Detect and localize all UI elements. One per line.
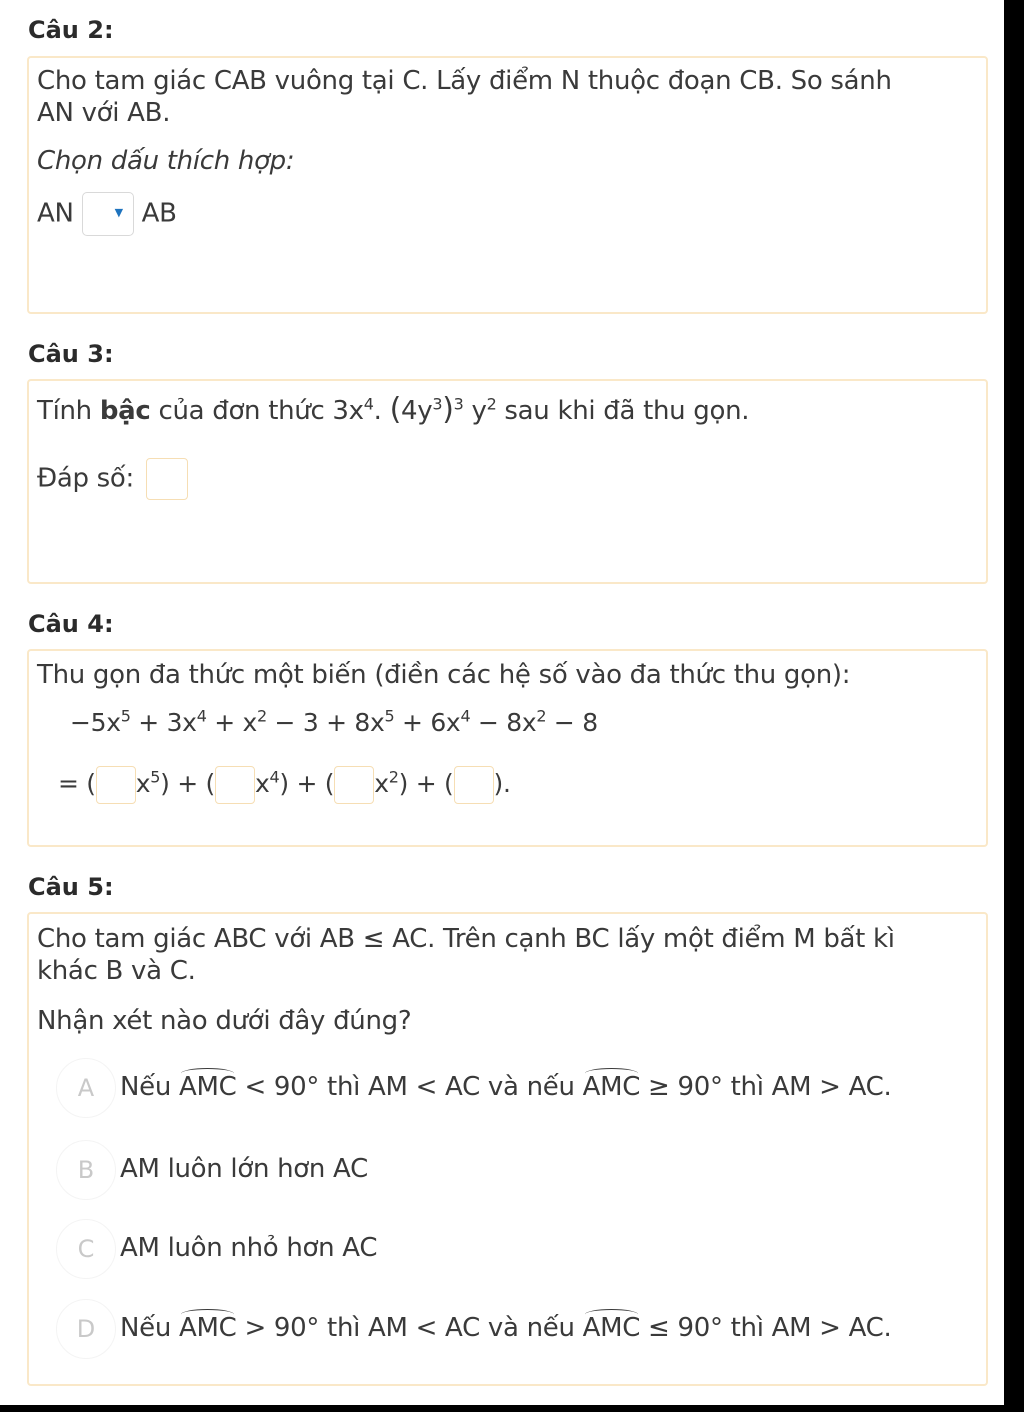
answer-label: Đáp số: (37, 463, 134, 494)
coef-x5-input[interactable] (96, 766, 136, 804)
option-d-letter: D (56, 1299, 116, 1359)
sign-select[interactable] (82, 192, 134, 236)
option-d-text: Nếu AMC > 90° thì AM < AC và nếu AMC ≤ 90° thì AM > AC. (120, 1313, 892, 1343)
question-2-comparison (37, 192, 177, 236)
comparison-left: AN (37, 198, 74, 229)
question-2-text-line1: Cho tam giác CAB vuông tại C. Lấy điểm N thuộc đoạn CB. So sánh (37, 66, 892, 96)
coef-x2-input[interactable] (334, 766, 374, 804)
constant-input[interactable] (454, 766, 494, 804)
question-4-label: Câu 4: (28, 610, 114, 638)
question-5-label: Câu 5: (28, 873, 114, 901)
question-3-answer-row (37, 458, 188, 500)
option-c-text: AM luôn nhỏ hơn AC (120, 1233, 378, 1263)
question-5-prompt: Nhận xét nào dưới đây đúng? (37, 1006, 412, 1036)
question-2-label: Câu 2: (28, 16, 114, 44)
comparison-right: AB (141, 198, 177, 229)
question-4-text: Thu gọn đa thức một biến (điền các hệ số vào đa thức thu gọn): (37, 660, 851, 690)
question-2-text-line2: AN với AB. (37, 98, 171, 128)
q3-bold-word: bậc (99, 396, 151, 426)
option-b-letter: B (56, 1140, 116, 1200)
option-a-letter: A (56, 1058, 116, 1118)
option-a-text: Nếu AMC < 90° thì AM < AC và nếu AMC ≥ 90° thì AM > AC. (120, 1072, 892, 1102)
polynomial-expression: $-5x^5 + 3x^4 + x^2 - 3 + 8x^5 + 6x^4 - 8x^2 - 8$ (70, 706, 598, 737)
q3-pre: Tính (37, 396, 100, 426)
q3-mid: của đơn thức (150, 396, 333, 426)
option-c-letter: C (56, 1219, 116, 1279)
question-3-text (37, 392, 749, 427)
collected-polynomial: = ( $x^5$) + ( $x^4$) + ( $x^2$) + ( ). (58, 766, 511, 804)
option-b-text: AM luôn lớn hơn AC (120, 1154, 368, 1184)
question-2-prompt: Chọn dấu thích hợp: (37, 146, 295, 176)
question-5-text-line1: Cho tam giác ABC với AB ≤ AC. Trên cạnh BC lấy một điểm M bất kì (37, 924, 895, 954)
degree-answer-input[interactable] (146, 458, 188, 500)
q3-post: sau khi đã thu gọn. (496, 396, 750, 426)
coef-x4-input[interactable] (215, 766, 255, 804)
question-5-text-line2: khác B và C. (37, 956, 196, 986)
caret-down-icon: ▼ (114, 206, 123, 219)
monomial-expression: $3x^4$. $(4y^3)^3$ $y^2$ (332, 392, 497, 427)
question-3-label: Câu 3: (28, 340, 114, 368)
